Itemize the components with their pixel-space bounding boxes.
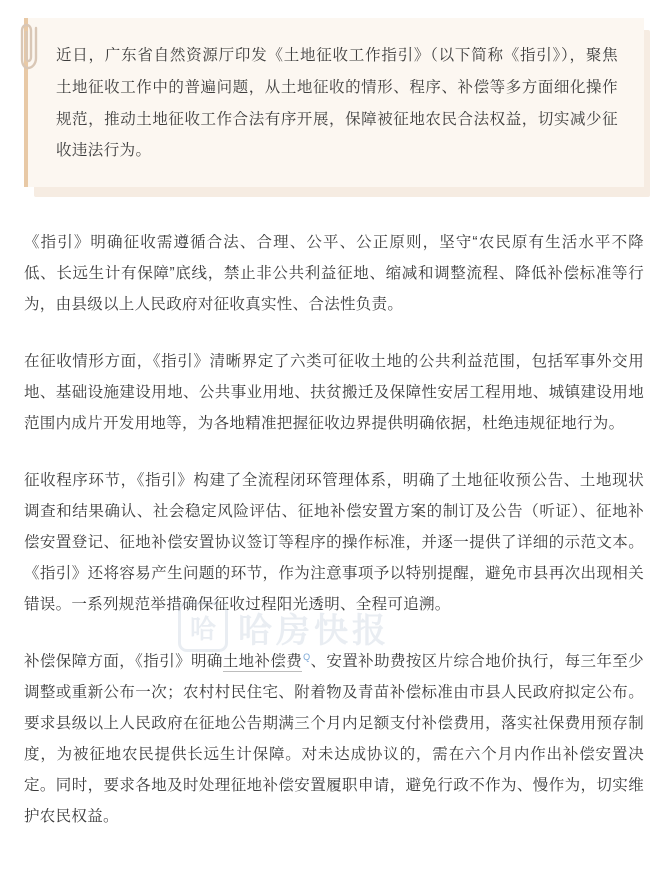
intro-paragraph: 近日，广东省自然资源厅印发《土地征收工作指引》（以下简称《指引》），聚焦土地征收工作中的普遍问题，从土地征收的情形、程序、补偿等多方面细化操作规范，推动土地征收工作合法有序开展，保障被征地农民合法权益，切实减少征收违法行为。	[56, 47, 618, 160]
paragraph-4	[24, 646, 644, 832]
document-page	[0, 18, 668, 890]
intro-callout	[24, 18, 644, 187]
term-link-label: 土地补偿费	[222, 653, 303, 671]
article-body	[24, 187, 644, 832]
term-link-land-compensation[interactable]	[223, 653, 302, 672]
intro-callout-card	[24, 18, 644, 187]
paragraph-4-suffix: 、安置补助费按区片综合地价执行，每三年至少调整或重新公布一次；农村村民住宅、附着物及青苗补偿标准由市县人民政府拟定公布。要求县级以上人民政府在征地公告期满三个月内足额支付补偿费用，落实社保费用预存制度，为被征地农民提供长远生计保障。对未达成协议的，需在六个月内作出补偿安置决定。同时，要求各地及时处理征地补偿安置履职申请，避免行政不作为、慢作为，切实维护农民权益。	[24, 653, 644, 826]
paragraph-2: 在征收情形方面，《指引》清晰界定了六类可征收土地的公共利益范围，包括军事外交用地、基础设施建设用地、公共事业用地、扶贫搬迁及保障性安居工程用地、城镇建设用地范围内成片开发用地等，为各地精准把握征收边界提供明确依据，杜绝违规征地行为。	[24, 353, 644, 433]
paragraph-1: 《指引》明确征收需遵循合法、合理、公平、公正原则，坚守“农民原有生活水平不降低、长远生计有保障”底线，禁止非公共利益征地、缩减和调整流程、降低补偿标准等行为，由县级以上人民政府对征收真实性、合法性负责。	[24, 234, 644, 314]
watermark-logo-icon: 哈	[178, 602, 228, 652]
watermark-text: 哈房快报	[238, 611, 390, 650]
paperclip-icon	[20, 22, 42, 74]
paragraph-4-prefix: 补偿保障方面，《指引》明确	[24, 653, 223, 671]
paragraph-3: 征收程序环节，《指引》构建了全流程闭环管理体系，明确了土地征收预公告、土地现状调查和结果确认、社会稳定风险评估、征地补偿安置方案的制订及公告（听证）、征地补偿安置登记、征地补偿安置协议签订等程序的操作标准，并逐一提供了详细的示范文本。《指引》还将容易产生问题的环节，作为注意事项予以特别提醒，避免市县再次出现相关错误。一系列规范举措确保征收过程阳光透明、全程可追溯。	[24, 472, 644, 614]
term-link-superscript-icon: Q	[303, 651, 311, 662]
